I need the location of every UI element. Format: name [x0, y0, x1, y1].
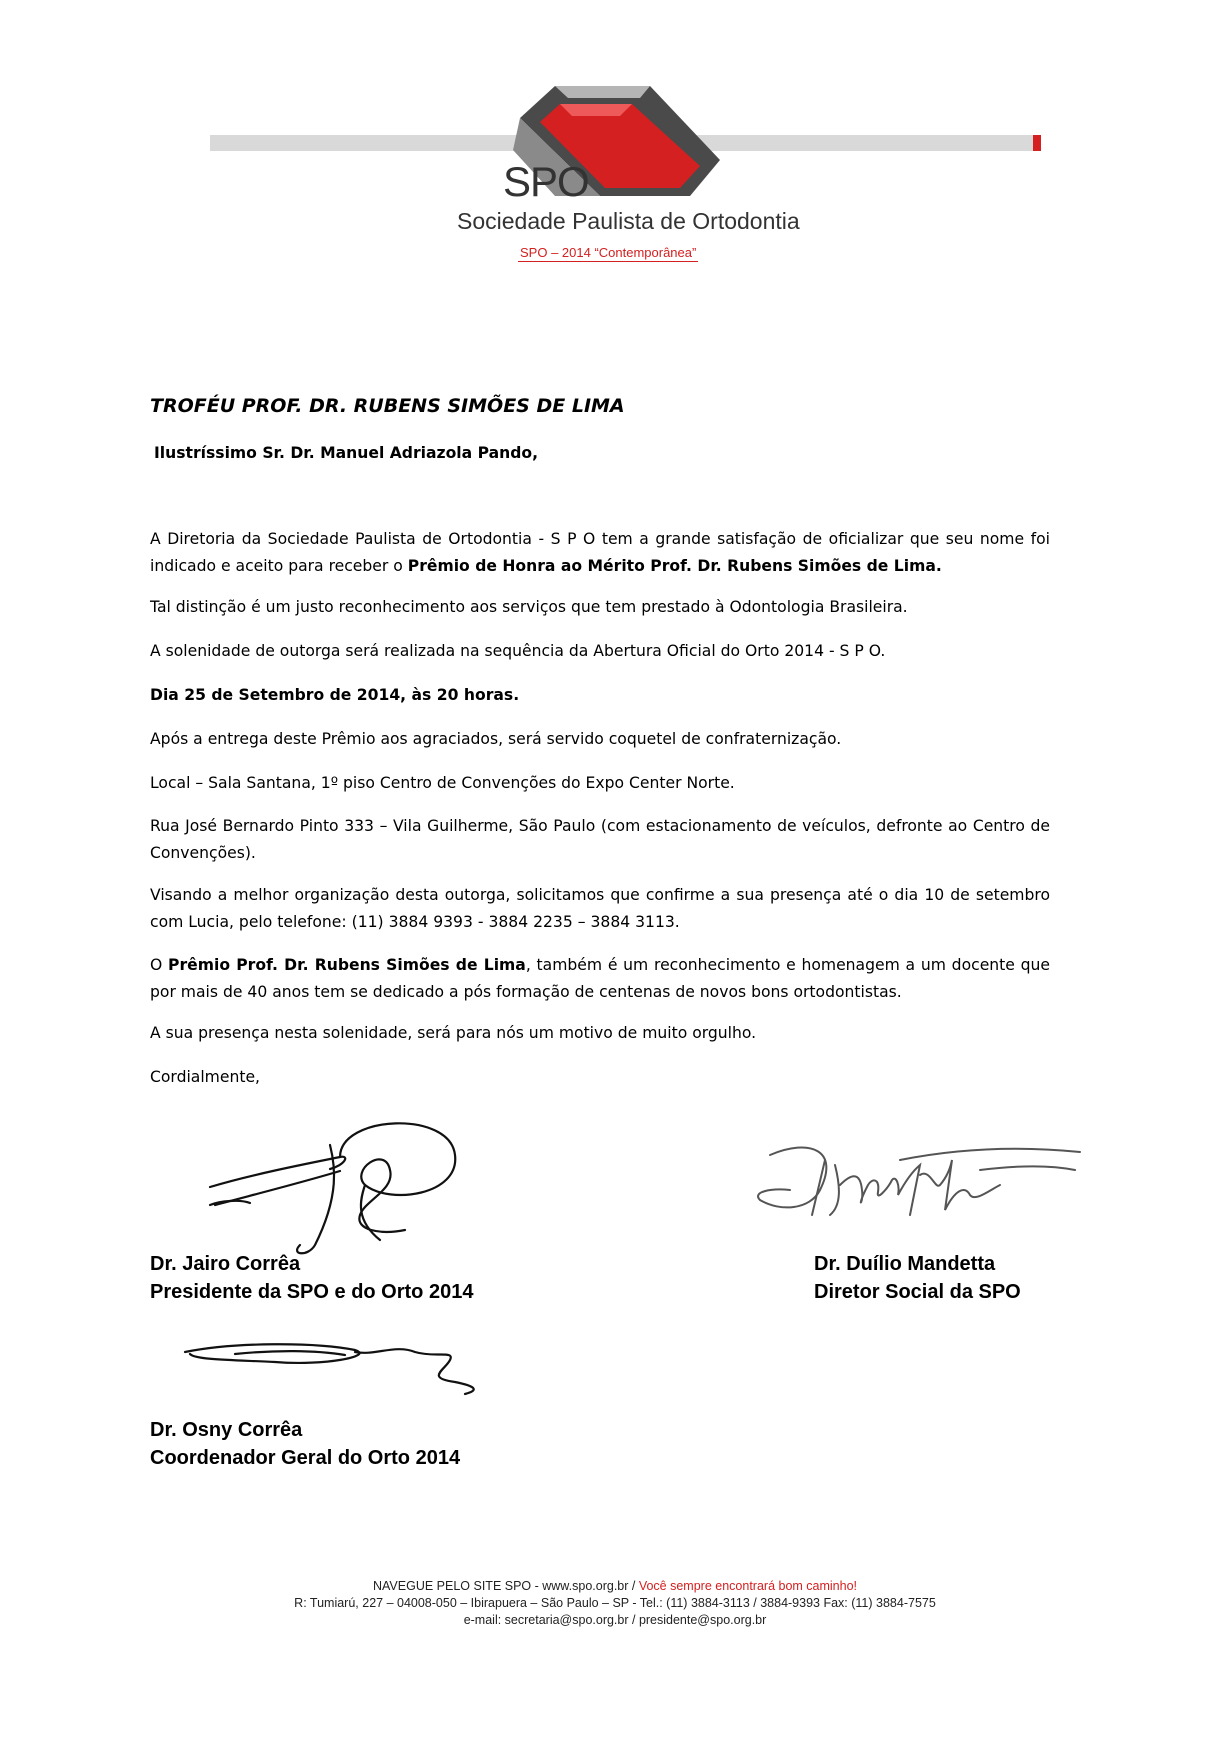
footer-email: e-mail: secretaria@spo.org.br / presidente@spo.org.br	[463, 1613, 767, 1627]
letter-title: TROFÉU PROF. DR. RUBENS SIMÕES DE LIMA	[150, 395, 625, 417]
logo-tagline: SPO – 2014 “Contemporânea”	[520, 245, 697, 260]
paragraph-invitation-text: A Diretoria da Sociedade Paulista de Ortodontia - S P O tem a grande satisfação de oficializar que seu nome foi indicado e aceito para receber o	[150, 530, 1050, 575]
signer-name: Dr. Jairo Corrêa	[150, 1253, 301, 1275]
signer-duilio-mandetta	[814, 1250, 1021, 1306]
signer-role: Coordenador Geral do Orto 2014	[150, 1447, 461, 1469]
signer-osny-correa	[150, 1416, 460, 1472]
award-name-bold: Prêmio Prof. Dr. Rubens Simões de Lima	[168, 956, 526, 974]
paragraph-homage	[150, 952, 1050, 1006]
signer-name: Dr. Duílio Mandetta	[814, 1253, 996, 1275]
paragraph-homage-pre: O	[150, 956, 169, 974]
footer-slogan: Você sempre encontrará bom caminho!	[638, 1579, 857, 1593]
signature-duilio-mandetta	[750, 1130, 1090, 1230]
paragraph-address: Rua José Bernardo Pinto 333 – Vila Guilherme, São Paulo (com estacionamento de veículos, defronte ao Centro de Convenções).	[150, 817, 1050, 862]
signer-role: Diretor Social da SPO	[814, 1281, 1021, 1303]
signer-jairo-correa	[150, 1250, 473, 1306]
footer-site-line	[0, 1578, 1230, 1595]
paragraph-ceremony: A solenidade de outorga será realizada na sequência da Abertura Oficial do Orto 2014 - S P O.	[150, 642, 886, 660]
signature-osny-correa	[175, 1330, 495, 1400]
spo-logo-emblem	[0, 0, 1230, 280]
paragraph-venue: Local – Sala Santana, 1º piso Centro de Convenções do Expo Center Norte.	[150, 774, 735, 792]
paragraph-pride: A sua presença nesta solenidade, será para nós um motivo de muito orgulho.	[150, 1024, 757, 1042]
paragraph-invitation	[150, 526, 1050, 580]
paragraph-homage-post: , também é um reconhecimento e homenagem a um docente que por mais de 40 anos tem se dedicado a pós formação de centenas de novos bons ortodontistas.	[150, 956, 1051, 1001]
footer-site-text: NAVEGUE PELO SITE SPO - www.spo.org.br /	[373, 1579, 639, 1593]
logo-organization-name: Sociedade Paulista de Ortodontia	[457, 208, 800, 234]
footer	[0, 1578, 1230, 1629]
closing: Cordialmente,	[150, 1068, 261, 1086]
salutation: Ilustríssimo Sr. Dr. Manuel Adriazola Pando,	[154, 444, 539, 462]
signature-jairo-correa	[190, 1105, 470, 1265]
signer-role: Presidente da SPO e do Orto 2014	[150, 1281, 474, 1303]
paragraph-recognition: Tal distinção é um justo reconhecimento aos serviços que tem prestado à Odontologia Brasileira.	[150, 598, 908, 616]
paragraph-cocktail: Após a entrega deste Prêmio aos agraciados, será servido coquetel de confraternização.	[150, 730, 842, 748]
footer-address: R: Tumiarú, 227 – 04008-050 – Ibirapuera – São Paulo – SP - Tel.: (11) 3884-3113 / 3884-9393 Fax: (11) 3884-7575	[294, 1596, 936, 1610]
paragraph-date	[150, 682, 1050, 709]
event-date: Dia 25 de Setembro de 2014, às 20 horas.	[150, 686, 520, 704]
award-name: Prêmio de Honra ao Mérito Prof. Dr. Rubens Simões de Lima.	[407, 557, 942, 575]
signer-name: Dr. Osny Corrêa	[150, 1419, 303, 1441]
logo-abbreviation: SPO	[503, 158, 589, 205]
letterhead	[0, 0, 1230, 280]
paragraph-rsvp: Visando a melhor organização desta outorga, solicitamos que confirme a sua presença até o dia 10 de setembro com Lucia, pelo telefone: (11) 3884 9393 - 3884 2235 – 3884 3113.	[150, 886, 1050, 931]
